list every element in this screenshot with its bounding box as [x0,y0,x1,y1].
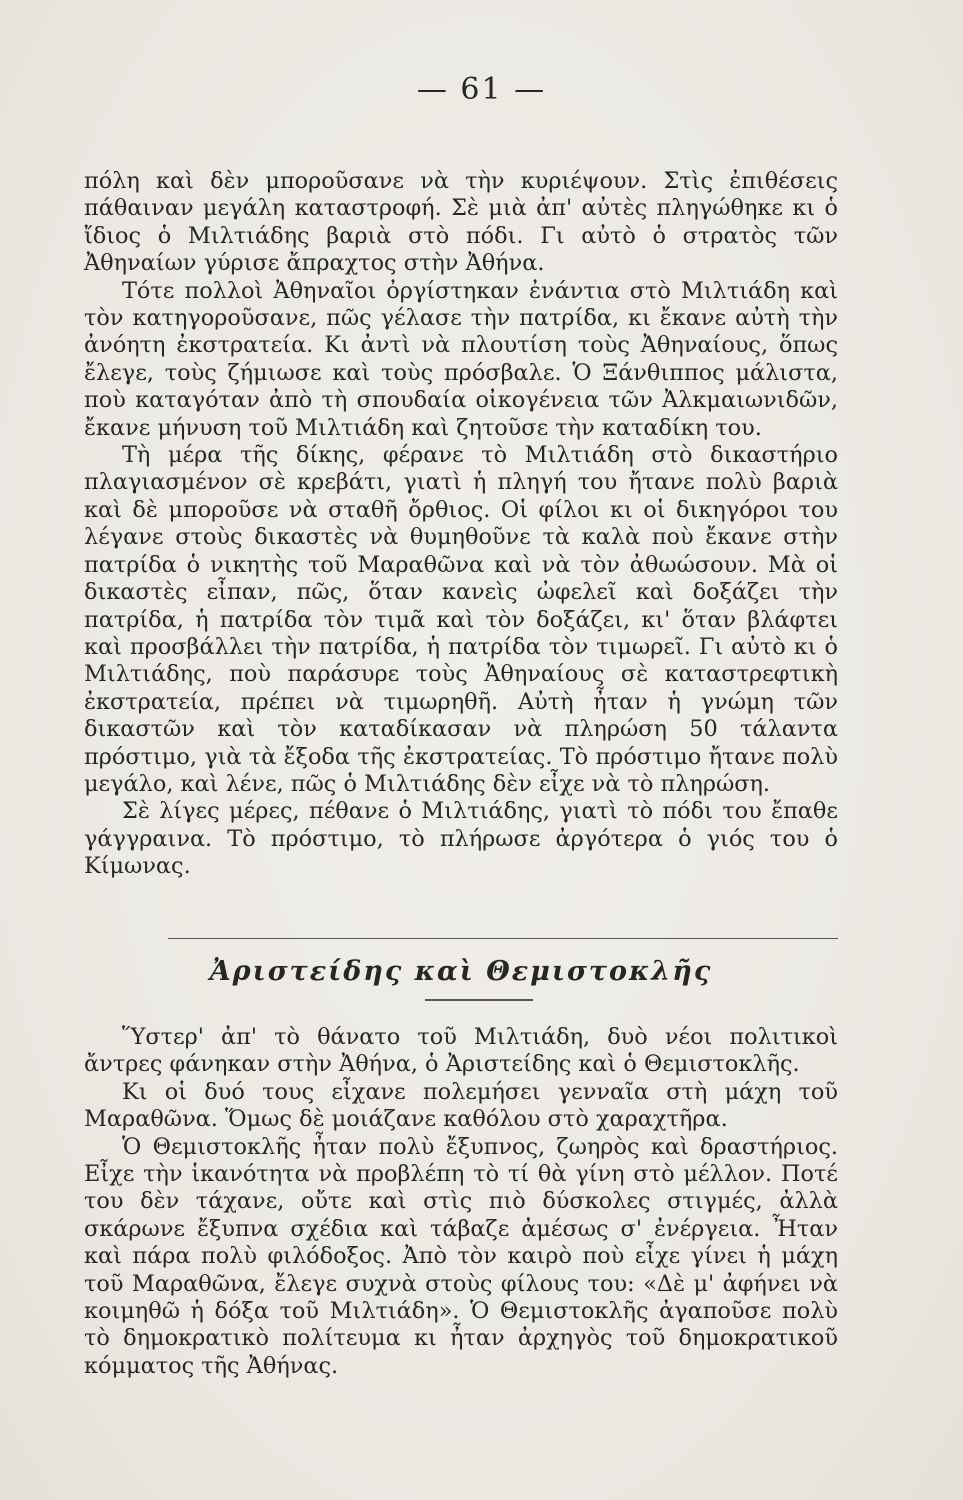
paragraph: Ὕστερ' ἀπ' τὸ θάνατο τοῦ Μιλτιάδη, δυὸ νέοι πολιτικοὶ ἄντρες φάνηκαν στὴν Ἀθήνα, ὁ Ἀριστείδης καὶ ὁ Θεμιστοκλῆς. [84,1024,838,1078]
paragraph: Ὁ Θεμιστοκλῆς ἦταν πολὺ ἔξυπνος, ζωηρὸς καὶ δραστήριος. Εἶχε τὴν ἱκανότητα νὰ προβλέπη τὸ τί θὰ γίνη στὸ μέλλον. Ποτέ του δὲν τάχανε, οὔτε καὶ στὶς πιὸ δύσκολες στιγμές, ἀλλὰ σκάρωνε ἔξυπνα σχέδια καὶ τάβαζε ἀμέσως σ' ἐνέργεια. Ἦταν καὶ πάρα πολὺ φιλόδοξος. Ἀπὸ τὸν καιρὸ ποὺ εἶχε γίνει ἡ μάχη τοῦ Μαραθῶνα, ἔλεγε συχνὰ στοὺς φίλους του: «Δὲ μ' ἀφήνει νὰ κοιμηθῶ ἡ δόξα τοῦ Μιλτιάδη». Ὁ Θεμιστοκλῆς ἀγαποῦσε πολὺ τὸ δημοκρατικὸ πολίτευμα κι ἦταν ἀρχηγὸς τοῦ δημοκρατικοῦ κόμματος τῆς Ἀθήνας. [84,1133,838,1379]
paragraph: πόλη καὶ δὲν μποροῦσανε νὰ τὴν κυριέψουν. Στὶς ἐπιθέσεις πάθαιναν μεγάλη καταστροφή. Σὲ μιὰ ἀπ' αὐτὲς πληγώθηκε κι ὁ ἴδιος ὁ Μιλτιάδης βαριὰ στὸ πόδι. Γι αὐτὸ ὁ στρατὸς τῶν Ἀθηναίων γύρισε ἄπραχτος στὴν Ἀθήνα. [84,168,838,277]
paragraph: Σὲ λίγες μέρες, πέθανε ὁ Μιλτιάδης, γιατὶ τὸ πόδι του ἔπαθε γάγγραινα. Τὸ πρόστιμο, τὸ πλήρωσε ἀργότερα ὁ γιός του ὁ Κίμωνας. [84,798,838,880]
page-number: — 61 — [416,72,547,107]
paragraph: Τὴ μέρα τῆς δίκης, φέρανε τὸ Μιλτιάδη στὸ δικαστήριο πλαγιασμένον σὲ κρεβάτι, γιατὶ ἡ πληγή του ἤτανε πολὺ βαριὰ καὶ δὲ μποροῦσε νὰ σταθῆ ὄρθιος. Οἱ φίλοι κι οἱ δικηγόροι του λέγανε στοὺς δικαστὲς νὰ θυμηθοῦνε τὰ καλὰ ποὺ ἔκανε στὴν πατρίδα ὁ νικητὴς τοῦ Μαραθῶνα καὶ νὰ τὸν ἀθωώσουν. Μὰ οἱ δικαστὲς εἶπαν, πῶς, ὅταν κανεὶς ὠφελεῖ καὶ δοξάζει τὴν πατρίδα, ἡ πατρίδα τὸν τιμᾶ καὶ τὸν δοξάζει, κι' ὅταν βλάφτει καὶ προσβάλλει τὴν πατρίδα, ἡ πατρίδα τὸν τιμωρεῖ. Γι αὐτὸ κι ὁ Μιλτιάδης, ποὺ παράσυρε τοὺς Ἀθηναίους σὲ καταστρεφτικὴ ἐκστρατεία, πρέπει νὰ τιμωρηθῆ. Αὐτὴ ἦταν ἡ γνώμη τῶν δικαστῶν καὶ τὸν καταδίκασαν νὰ πληρώση 50 τάλαντα πρόστιμο, γιὰ τὰ ἔξοδα τῆς ἐκστρατείας. Τὸ πρόστιμο ἤτανε πολὺ μεγάλο, καὶ λένε, πῶς ὁ Μιλτιάδης δὲν εἶχε νὰ τὸ πληρώση. [84,442,838,797]
section-two-text [84,1024,838,1380]
section-divider [168,938,838,939]
heading-underline [425,999,533,1001]
section-heading: Ἀριστείδης καὶ Θεμιστοκλῆς [209,956,713,987]
section-one-text [84,168,838,881]
paragraph: Τότε πολλοὶ Ἀθηναῖοι ὀργίστηκαν ἐνάντια στὸ Μιλτιάδη καὶ τὸν κατηγοροῦσανε, πῶς γέλασε τὴν πατρίδα, κι ἔκανε αὐτὴ τὴν ἀνόητη ἐκστρατεία. Κι ἀντὶ νὰ πλουτίση τοὺς Ἀθηναίους, ὅπως ἔλεγε, τοὺς ζήμιωσε καὶ τοὺς πρόσβαλε. Ὁ Ξάνθιππος μάλιστα, ποὺ καταγόταν ἀπὸ τὴ σπουδαία οἰκογένεια τῶν Ἀλκμαιωνιδῶν, ἔκανε μήνυση τοῦ Μιλτιάδη καὶ ζητοῦσε τὴν καταδίκη του. [84,277,838,441]
paragraph: Κι οἱ δυό τους εἶχανε πολεμήσει γενναῖα στὴ μάχη τοῦ Μαραθῶνα. Ὅμως δὲ μοιάζανε καθόλου στὸ χαραχτῆρα. [84,1078,838,1133]
